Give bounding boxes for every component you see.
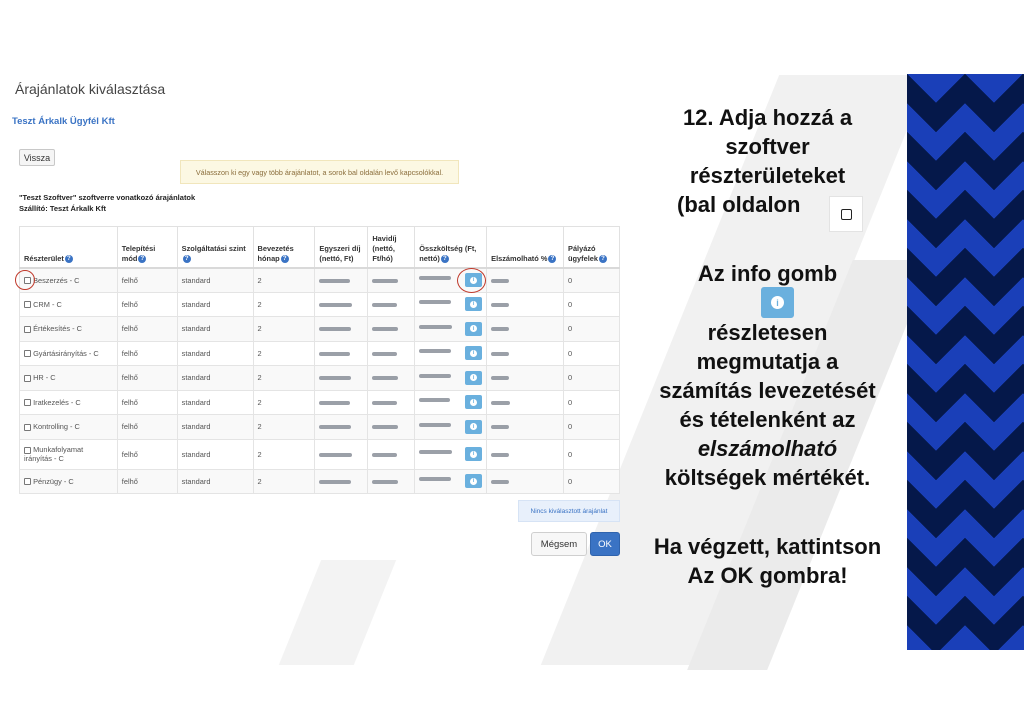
intro-months: 2 <box>253 317 315 342</box>
sample-checkbox <box>829 196 863 232</box>
info-button[interactable] <box>465 297 482 311</box>
client-count: 0 <box>564 415 620 440</box>
area-name: Beszerzés - C <box>33 275 80 285</box>
col-header-clients[interactable]: Pályázó ügyfelek ? <box>564 227 620 268</box>
redacted-value <box>491 425 509 429</box>
row-checkbox[interactable] <box>24 424 31 431</box>
install-mode: felhő <box>117 341 177 366</box>
table-row <box>20 469 620 494</box>
redacted-value <box>319 401 350 405</box>
install-mode: felhő <box>117 268 177 293</box>
redacted-value <box>491 279 509 283</box>
row-checkbox[interactable] <box>24 301 31 308</box>
row-checkbox[interactable] <box>24 350 31 357</box>
row-checkbox[interactable] <box>24 326 31 333</box>
info-button[interactable] <box>465 322 482 336</box>
info-button[interactable] <box>465 371 482 385</box>
area-name: HR - C <box>33 373 56 383</box>
redacted-value <box>491 453 509 457</box>
intro-months: 2 <box>253 341 315 366</box>
row-checkbox[interactable] <box>24 277 31 284</box>
info-circle-icon: i <box>470 423 477 430</box>
row-checkbox[interactable] <box>24 478 31 485</box>
redacted-value <box>419 325 452 329</box>
sample-info-button <box>761 287 794 318</box>
area-name: Pénzügy - C <box>33 476 74 486</box>
col-header-monthly-fee[interactable]: Havidíj (nettó, Ft/hó) <box>368 227 415 268</box>
client-count: 0 <box>564 341 620 366</box>
redacted-value <box>319 453 352 457</box>
service-level: standard <box>177 292 253 317</box>
redacted-value <box>372 327 398 331</box>
col-header-months[interactable]: Bevezetés hónap ? <box>253 227 315 268</box>
client-count: 0 <box>564 317 620 342</box>
redacted-value <box>419 349 451 353</box>
redacted-value <box>372 352 397 356</box>
redacted-value <box>319 425 351 429</box>
instruction-final: Ha végzett, kattintson Az OK gombra! <box>653 534 882 588</box>
service-level: standard <box>177 390 253 415</box>
service-level: standard <box>177 366 253 391</box>
question-circle-icon[interactable]: ? <box>548 255 556 263</box>
client-count: 0 <box>564 268 620 293</box>
info-button[interactable] <box>465 346 482 360</box>
client-count: 0 <box>564 292 620 317</box>
install-mode: felhő <box>117 439 177 469</box>
checkbox-icon <box>841 209 852 220</box>
service-level: standard <box>177 439 253 469</box>
redacted-value <box>319 327 351 331</box>
table-row <box>20 341 620 366</box>
question-circle-icon[interactable]: ? <box>599 255 607 263</box>
redacted-value <box>491 480 509 484</box>
redacted-value <box>419 423 451 427</box>
offers-table <box>19 226 620 494</box>
redacted-value <box>319 303 352 307</box>
service-level: standard <box>177 341 253 366</box>
col-header-level[interactable]: Szolgáltatási szint ? <box>177 227 253 268</box>
redacted-value <box>372 401 397 405</box>
redacted-value <box>491 401 510 405</box>
area-name: Gyártásirányítás - C <box>33 348 99 358</box>
supplier-label: Szállító: Teszt Árkalk Kft <box>19 204 106 213</box>
table-row <box>20 366 620 391</box>
intro-months: 2 <box>253 469 315 494</box>
area-name: Értékesítés - C <box>33 324 82 334</box>
redacted-value <box>372 303 397 307</box>
redacted-value <box>372 480 398 484</box>
redacted-value <box>491 303 509 307</box>
client-count: 0 <box>564 390 620 415</box>
info-button[interactable] <box>465 447 482 461</box>
redacted-value <box>372 425 398 429</box>
info-button[interactable] <box>465 273 482 287</box>
install-mode: felhő <box>117 292 177 317</box>
install-mode: felhő <box>117 390 177 415</box>
area-name: CRM - C <box>33 299 62 309</box>
redacted-value <box>419 398 450 402</box>
info-circle-icon: i <box>470 399 477 406</box>
section-title: "Teszt Szoftver" szoftverre vonatkozó árajánlatok <box>19 193 196 202</box>
instruction-info: Az info gomb <box>697 261 838 286</box>
area-name: Iratkezelés - C <box>33 397 81 407</box>
redacted-value <box>491 376 509 380</box>
intro-months: 2 <box>253 415 315 440</box>
row-checkbox[interactable] <box>24 399 31 406</box>
table-row <box>20 268 620 293</box>
info-circle-icon: i <box>470 451 477 458</box>
page-title: Árajánlatok kiválasztása <box>15 81 166 97</box>
intro-months: 2 <box>253 268 315 293</box>
redacted-value <box>319 480 351 484</box>
question-circle-icon[interactable]: ? <box>183 255 191 263</box>
redacted-value <box>372 376 398 380</box>
redacted-value <box>372 279 398 283</box>
info-circle-icon: i <box>470 325 477 332</box>
question-circle-icon[interactable]: ? <box>138 255 146 263</box>
col-header-eligible-pct[interactable]: Elszámolható % ? <box>487 227 564 268</box>
client-count: 0 <box>564 469 620 494</box>
redacted-value <box>491 327 509 331</box>
question-circle-icon[interactable]: ? <box>441 255 449 263</box>
client-count: 0 <box>564 439 620 469</box>
install-mode: felhő <box>117 317 177 342</box>
info-circle-icon: i <box>470 478 477 485</box>
info-circle-icon: i <box>470 374 477 381</box>
table-row <box>20 415 620 440</box>
client-count: 0 <box>564 366 620 391</box>
intro-months: 2 <box>253 390 315 415</box>
intro-months: 2 <box>253 292 315 317</box>
instruction-detail: részletesen megmutatja a számítás levezetését és tételenként az elszámolható költségek mértékét. <box>659 320 876 490</box>
instruction-step: 12. Adja hozzá a szoftver részterületeket (bal oldalon <box>677 105 853 217</box>
table-header-row <box>20 227 620 268</box>
redacted-value <box>419 374 451 378</box>
col-header-one-time-fee[interactable]: Egyszeri díj (nettó, Ft) <box>315 227 368 268</box>
info-circle-icon: i <box>470 277 477 284</box>
col-header-total-cost[interactable]: Összköltség (Ft, nettó) ? <box>415 227 487 268</box>
intro-months: 2 <box>253 366 315 391</box>
back-button[interactable]: Vissza <box>19 149 55 166</box>
cancel-button[interactable]: Mégsem <box>531 532 587 556</box>
table-row <box>20 292 620 317</box>
redacted-value <box>319 279 350 283</box>
redacted-value <box>419 300 451 304</box>
ok-button[interactable]: OK <box>590 532 620 556</box>
info-button[interactable] <box>465 420 482 434</box>
install-mode: felhő <box>117 415 177 440</box>
redacted-value <box>372 453 397 457</box>
chevron-decoration <box>907 74 1024 650</box>
service-level: standard <box>177 317 253 342</box>
redacted-value <box>319 352 350 356</box>
area-name: Kontrolling - C <box>33 422 80 432</box>
service-level: standard <box>177 268 253 293</box>
selection-hint: Válasszon ki egy vagy több árajánlatot, a sorok bal oldalán levő kapcsolókkal. <box>180 160 459 184</box>
info-circle-icon: i <box>470 350 477 357</box>
service-level: standard <box>177 469 253 494</box>
info-circle-icon: i <box>771 296 784 309</box>
install-mode: felhő <box>117 469 177 494</box>
info-button[interactable] <box>465 474 482 488</box>
service-level: standard <box>177 415 253 440</box>
customer-name: Teszt Árkalk Ügyfél Kft <box>12 116 115 127</box>
info-button[interactable] <box>465 395 482 409</box>
redacted-value <box>319 376 351 380</box>
col-header-mode[interactable]: Telepítési mód ? <box>117 227 177 268</box>
area-name: Munkafolyamat irányítás - C <box>24 445 84 463</box>
row-checkbox[interactable] <box>24 375 31 382</box>
table-row <box>20 317 620 342</box>
table-row <box>20 390 620 415</box>
col-header-area[interactable]: Részterület ? <box>20 227 118 268</box>
intro-months: 2 <box>253 439 315 469</box>
row-checkbox[interactable] <box>24 447 31 454</box>
redacted-value <box>419 276 451 280</box>
selection-status: Nincs kiválasztott árajánlat <box>518 500 620 522</box>
question-circle-icon[interactable]: ? <box>65 255 73 263</box>
question-circle-icon[interactable]: ? <box>281 255 289 263</box>
info-circle-icon: i <box>470 301 477 308</box>
redacted-value <box>491 352 509 356</box>
redacted-value <box>419 477 451 481</box>
redacted-value <box>419 450 452 454</box>
install-mode: felhő <box>117 366 177 391</box>
table-row <box>20 439 620 469</box>
